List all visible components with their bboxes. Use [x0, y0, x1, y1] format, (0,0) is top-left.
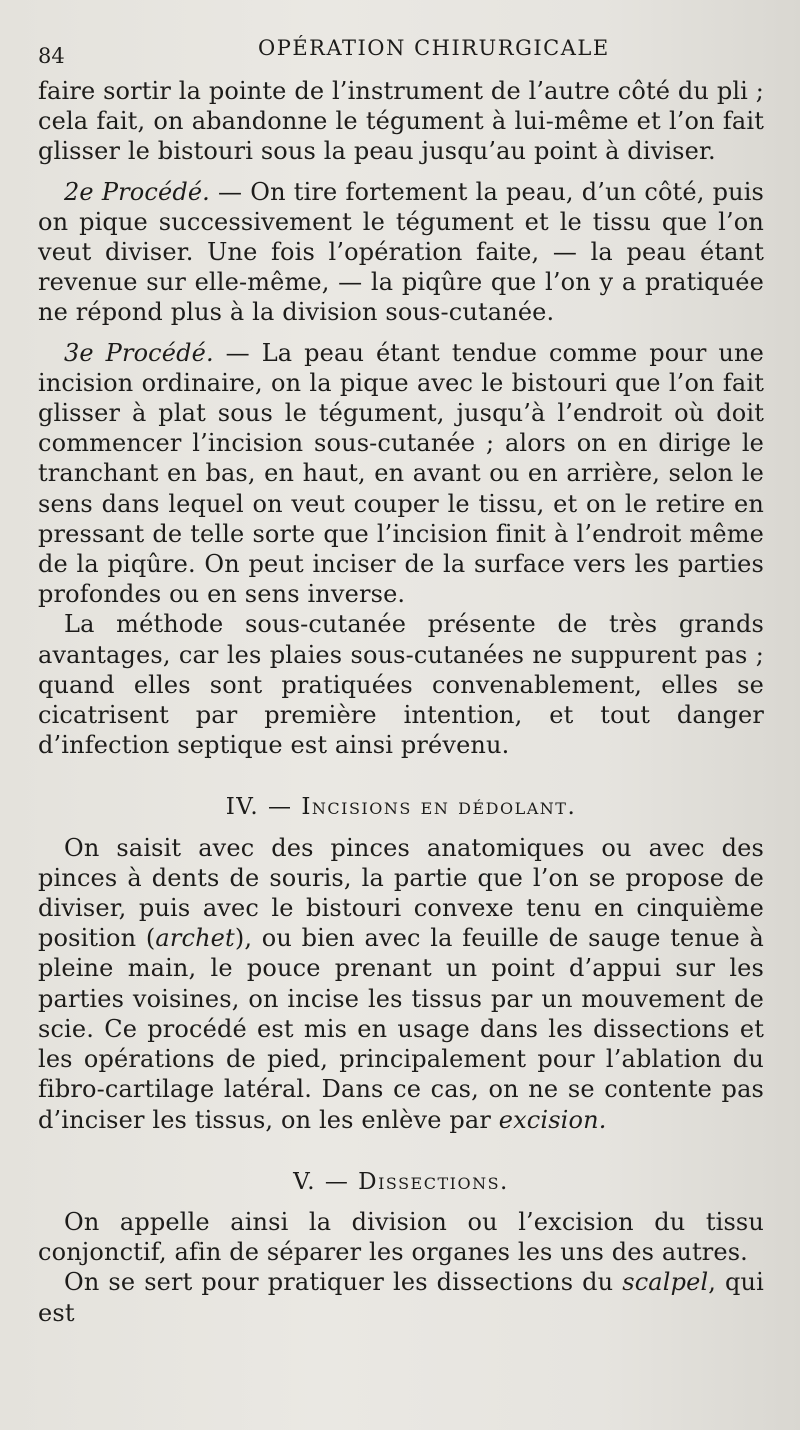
section-v-heading — [38, 1167, 764, 1197]
section-v-number: V. — — [293, 1168, 359, 1195]
excision-term: excision. — [498, 1105, 607, 1134]
dedolant-text-b: ), ou bien avec la feuille de sauge tenue à pleine main, le pouce prenant un point d’appui sur les parties voisines, on incise les tissus par un mouvement de scie. Ce procédé est mis en usage dans les dissections et les opérations de pied, principalement pour l’ablation du fibro-cartilage latéral. Dans ce cas, on ne se contente pas d’inciser les tissus, on les enlève par — [38, 924, 764, 1134]
procede-2-label: 2e Procédé. — [64, 177, 210, 206]
procede-3-label: 3e Procédé. — [64, 338, 214, 367]
section-iv-heading — [38, 792, 764, 822]
procede-2-text: — On tire fortement la peau, d’un côté, puis on pique successivement le tégument et le tissu que l’on veut diviser. Une fois l’opération faite, — la peau étant revenue sur elle-même, — la piqûre que l’on y a pratiquée ne répond plus à la division sous-cutanée. — [38, 177, 764, 327]
paragraph-continuation: faire sortir la pointe de l’instrument de l’autre côté du pli ; cela fait, on abandonne le tégument à lui-même et l’on fait glisser le bistouri sous la peau jusqu’au point à diviser. — [38, 77, 764, 166]
paragraph-dissections-definition: On appelle ainsi la division ou l’excision du tissu conjonctif, afin de séparer les organes les uns des autres. — [38, 1207, 764, 1267]
archet-term: archet — [155, 924, 235, 953]
page-body — [38, 76, 764, 1328]
section-v-title: Dissections. — [358, 1168, 509, 1195]
dedolant-text-a: On saisit avec des pinces anatomiques ou avec des pinces à dents de souris, la partie que l’on se propose de diviser, puis avec le bistouri convexe tenu en cinquième position ( — [38, 833, 764, 953]
scalpel-text-a: On se sert pour pratiquer les dissections du — [64, 1268, 623, 1297]
running-title: OPÉRATION CHIRURGICALE — [258, 36, 610, 60]
page-header — [38, 34, 768, 74]
procede-3-text: — La peau étant tendue comme pour une incision ordinaire, on la pique avec le bistouri que l’on fait glisser à plat sous le tégument, jusqu’à l’endroit où doit commencer l’incision sous-cutanée ; alors on en dirige le tranchant en bas, en haut, en avant ou en arrière, selon le sens dans lequel on veut couper le tissu, et on le retire en pressant de telle sorte que l’incision finit à l’endroit même de la piqûre. On peut inciser de la surface vers les parties profondes ou en sens inverse. — [38, 338, 764, 609]
scalpel-term: scalpel — [622, 1268, 709, 1297]
page-number: 84 — [38, 44, 65, 68]
section-iv-number: IV. — — [225, 794, 302, 821]
section-iv-title: Incisions en dédolant. — [301, 794, 577, 821]
paragraph-dissections-scalpel — [38, 1267, 764, 1327]
scalpel-text-b: , qui est — [38, 1268, 764, 1327]
paragraph-procede-3 — [38, 338, 764, 610]
paragraph-dedolant — [38, 833, 764, 1135]
paragraph-methode-sous-cutanee: La méthode sous-cutanée présente de très grands avantages, car les plaies sous-cutanées ne suppurent pas ; quand elles sont pratiquées convenablement, elles se cicatrisent par première intention, et tout danger d’infection septique est ainsi prévenu. — [38, 610, 764, 760]
paragraph-procede-2 — [38, 177, 764, 328]
